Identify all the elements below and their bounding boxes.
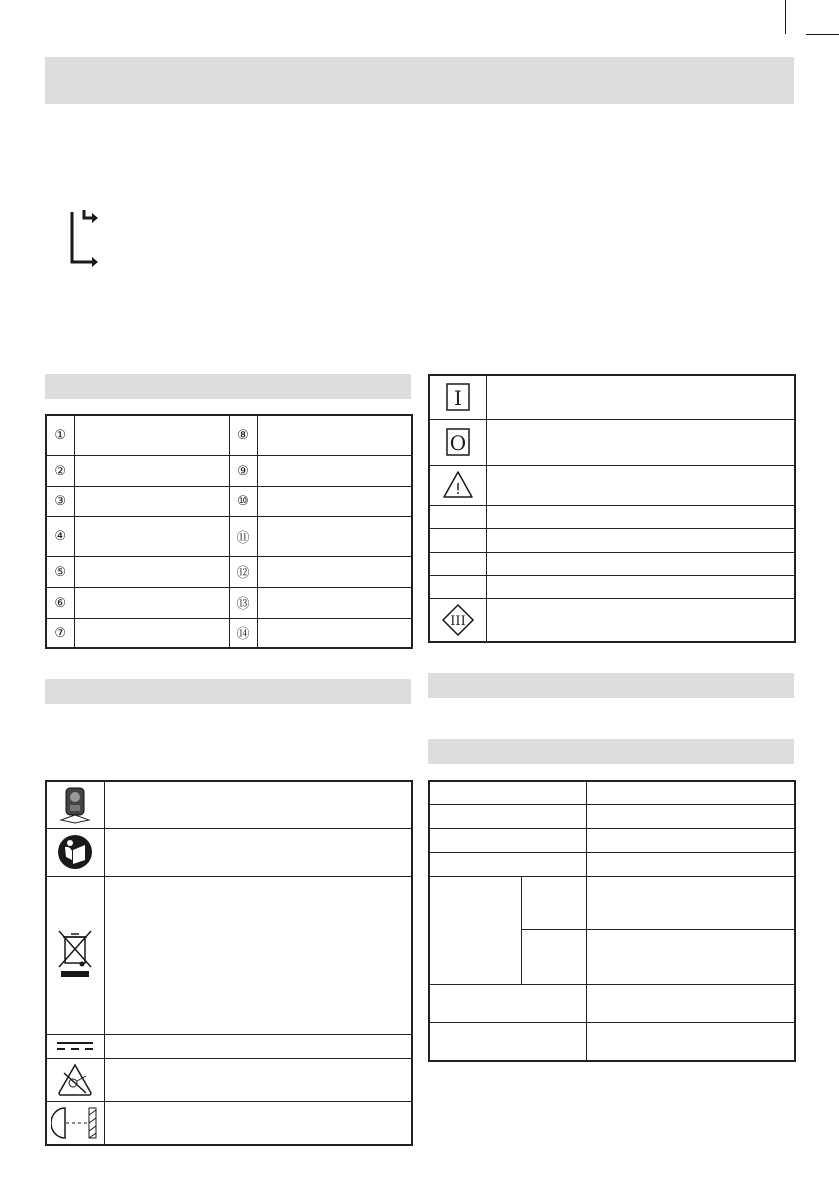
symbol-description (486, 419, 795, 465)
spec-value (586, 852, 795, 876)
part-name (74, 415, 229, 455)
svg-text:O: O (449, 431, 466, 455)
part-number: ④ (46, 516, 74, 556)
part-name (257, 618, 412, 648)
symbol-cell (429, 528, 486, 552)
symbol-description (486, 598, 795, 642)
on-switch-icon (445, 382, 471, 412)
part-number: ⑤ (46, 556, 74, 587)
part-name (74, 556, 229, 587)
crop-mark-top (785, 0, 786, 34)
table-row (429, 984, 795, 1022)
symbol-cell (429, 575, 486, 598)
part-name (74, 618, 229, 648)
table-row (429, 419, 795, 465)
spec-value (586, 984, 795, 1022)
symbol-description (104, 876, 412, 1034)
symbols-table-left (45, 780, 413, 1146)
part-name (257, 455, 412, 486)
spec-label (429, 984, 586, 1022)
table-row (46, 876, 412, 1034)
table-row (429, 828, 795, 852)
spec-value (586, 781, 795, 804)
table-row (46, 828, 412, 876)
section-c-band (428, 673, 794, 698)
table-row (46, 486, 412, 516)
svg-text:!: ! (454, 480, 461, 498)
spec-sublabel (521, 929, 586, 984)
table-row (429, 575, 795, 598)
table-row (429, 528, 795, 552)
part-number: ⑭ (229, 618, 257, 648)
spec-label (429, 804, 586, 828)
part-number: ⑪ (229, 516, 257, 556)
table-row (46, 781, 412, 828)
part-name (257, 415, 412, 455)
table-row (429, 552, 795, 575)
symbols-heading-band (45, 679, 411, 704)
part-name (257, 486, 412, 516)
part-number: ② (46, 455, 74, 486)
part-name (74, 516, 229, 556)
parts-table (45, 414, 413, 649)
spec-value (586, 876, 795, 929)
protection-class-iii-icon (441, 603, 475, 637)
symbol-cell (429, 505, 486, 528)
part-number: ③ (46, 486, 74, 516)
symbol-description (104, 828, 412, 876)
spec-sublabel (521, 876, 586, 929)
part-name (74, 486, 229, 516)
symbol-description (486, 528, 795, 552)
part-name (257, 587, 412, 618)
laser-device-icon (58, 785, 92, 825)
part-number: ① (46, 415, 74, 455)
spec-label (429, 781, 586, 804)
table-row (429, 781, 795, 804)
crop-mark-right (806, 34, 839, 35)
crossed-bin-icon (55, 929, 95, 981)
spec-value (586, 828, 795, 852)
part-number: ⑩ (229, 486, 257, 516)
laser-warning-icon (56, 1062, 94, 1098)
laser-beam-icon (51, 1105, 99, 1141)
part-number: ⑧ (229, 415, 257, 455)
part-name (74, 587, 229, 618)
spec-value (586, 804, 795, 828)
spec-value (586, 1022, 795, 1061)
part-number: ⑦ (46, 618, 74, 648)
branch-arrow-icon (66, 206, 106, 270)
section-d-band (428, 739, 794, 764)
table-row (46, 556, 412, 587)
table-row (429, 1022, 795, 1061)
part-name (257, 556, 412, 587)
symbol-description (486, 465, 795, 505)
table-row (46, 1034, 412, 1058)
warning-triangle-icon (442, 470, 474, 500)
spec-label (429, 828, 586, 852)
symbol-description (486, 505, 795, 528)
direct-current-icon (55, 1040, 95, 1052)
symbol-description (486, 552, 795, 575)
table-row (429, 598, 795, 642)
table-row (46, 1058, 412, 1101)
table-row (46, 618, 412, 648)
part-name (74, 455, 229, 486)
symbol-description (104, 1058, 412, 1101)
part-number: ⑨ (229, 455, 257, 486)
read-manual-icon (56, 833, 94, 871)
specs-table (428, 780, 796, 1062)
svg-text:I: I (453, 386, 462, 411)
parts-heading-band (45, 374, 411, 399)
symbol-description (486, 375, 795, 419)
part-name (257, 516, 412, 556)
table-row (429, 852, 795, 876)
symbol-cell (429, 552, 486, 575)
off-switch-icon (445, 427, 471, 457)
table-row (46, 415, 412, 455)
symbol-description (104, 781, 412, 828)
symbol-description (486, 575, 795, 598)
symbol-description (104, 1034, 412, 1058)
table-row (429, 465, 795, 505)
part-number: ⑬ (229, 587, 257, 618)
symbol-description (104, 1101, 412, 1145)
header-band (45, 57, 794, 104)
spec-value (586, 929, 795, 984)
part-number: ⑫ (229, 556, 257, 587)
table-row (46, 516, 412, 556)
part-number: ⑥ (46, 587, 74, 618)
table-row (46, 1101, 412, 1145)
table-row (46, 455, 412, 486)
svg-text:III: III (450, 613, 466, 629)
spec-label (429, 852, 586, 876)
symbols-table-right (428, 374, 796, 643)
spec-label (429, 1022, 586, 1061)
table-row (429, 505, 795, 528)
table-row (429, 876, 795, 929)
table-row (429, 804, 795, 828)
spec-group-label (429, 876, 521, 984)
table-row (46, 587, 412, 618)
table-row (429, 375, 795, 419)
